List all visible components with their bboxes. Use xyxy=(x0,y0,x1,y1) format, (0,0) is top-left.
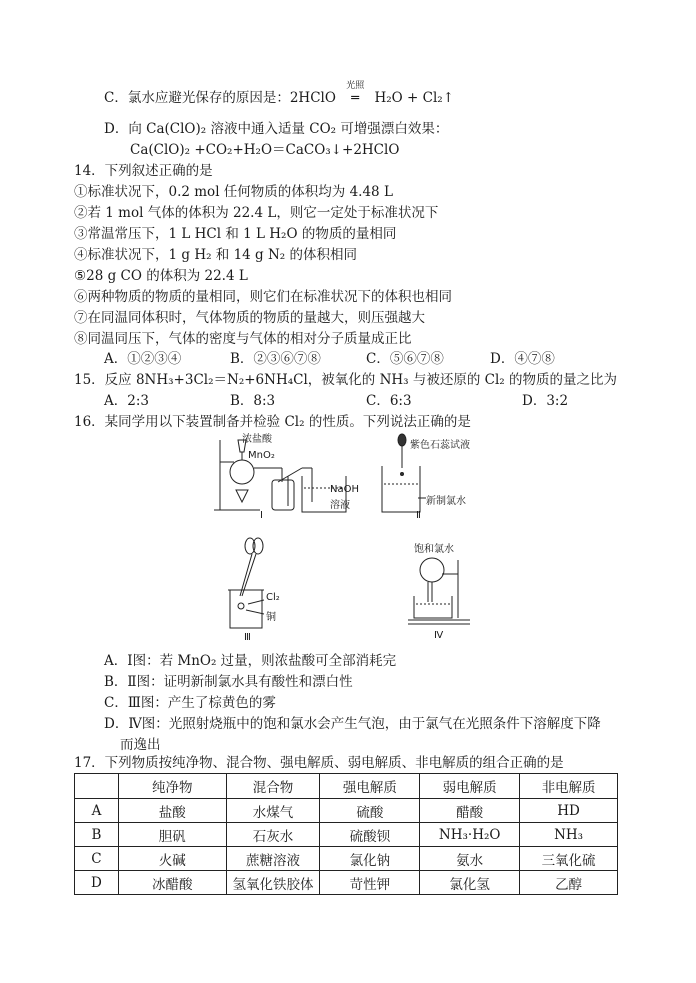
table-cell: 胆矾 xyxy=(118,823,226,847)
option-c-line xyxy=(104,81,455,109)
table-cell: 氢氧化铁胶体 xyxy=(226,871,320,895)
q14-option-c: C．⑤⑥⑦⑧ xyxy=(366,351,444,367)
q14-option-b: B．②③⑥⑦⑧ xyxy=(230,351,321,367)
option-d-line2: Ca(ClO)₂ +CO₂+H₂O＝CaCO₃↓+2HClO xyxy=(130,142,400,158)
option-d-line1: D．向 Ca(ClO)₂ 溶液中通入适量 CO₂ 可增强漂白效果： xyxy=(104,121,449,137)
q15-option-c: C．6:3 xyxy=(366,393,412,409)
table-cell: 水煤气 xyxy=(226,799,320,823)
table-cell: NH₃·H₂O xyxy=(420,823,520,847)
fig1-acid-label: 浓盐酸 xyxy=(242,434,272,445)
table-cell: 冰醋酸 xyxy=(118,871,226,895)
q15-option-b: B．8:3 xyxy=(230,393,276,409)
table-header-cell: 弱电解质 xyxy=(420,774,520,799)
table-row xyxy=(75,871,618,895)
q14-statement-6: ⑥两种物质的物质的量相同，则它们在标准状况下的体积也相同 xyxy=(74,289,452,305)
table-row xyxy=(75,799,618,823)
q14-statement-7: ⑦在同温同体积时，气体物质的物质的量越大，则压强越大 xyxy=(74,310,425,326)
q14-statement-5: ⑤28 g CO 的体积为 22.4 L xyxy=(74,268,248,284)
figure-4-drawing xyxy=(404,540,484,644)
figure-1-apparatus xyxy=(212,432,362,524)
fig2-litmus-label: 紫色石蕊试液 xyxy=(410,440,470,451)
q15-options xyxy=(104,391,624,411)
q15-option-a: A．2:3 xyxy=(104,393,149,409)
figure-3-apparatus xyxy=(218,536,298,646)
table-header-row xyxy=(75,774,618,799)
figure-3-drawing xyxy=(218,536,298,646)
table-cell: A xyxy=(75,799,119,823)
figure-4-apparatus xyxy=(404,540,484,644)
option-c-text: C．氯水应避光保存的原因是：2HClO xyxy=(104,90,336,106)
question-15: 15．反应 8NH₃+3Cl₂＝N₂+6NH₄Cl，被氧化的 NH₃ 与被还原的 Cl₂ 的物质的量之比为 xyxy=(74,372,618,388)
table-header-cell: 混合物 xyxy=(226,774,320,799)
table-cell: B xyxy=(75,823,119,847)
fig4-roman-label: Ⅳ xyxy=(434,630,444,641)
reaction-condition: 光照 xyxy=(346,81,365,91)
table-cell: 醋酸 xyxy=(420,799,520,823)
table-cell: NH₃ xyxy=(520,823,618,847)
q14-options xyxy=(104,349,624,369)
table-cell: 蔗糖溶液 xyxy=(226,847,320,871)
fig3-cl2-label: Cl₂ xyxy=(266,592,280,603)
table-header-cell: 非电解质 xyxy=(520,774,618,799)
q14-option-a: A．①②③④ xyxy=(104,351,182,367)
q17-table xyxy=(74,773,618,895)
q14-statement-4: ④标准状况下，1 g H₂ 和 14 g N₂ 的体积相同 xyxy=(74,247,357,263)
table-cell: 硫酸 xyxy=(320,799,420,823)
fig3-roman-label: Ⅲ xyxy=(244,632,251,643)
fig1-solution-label: 溶液 xyxy=(330,500,350,511)
fig1-naoh-label: NaOH xyxy=(330,484,359,495)
table-header-cell: 强电解质 xyxy=(320,774,420,799)
fig1-mno2-label: MnO₂ xyxy=(248,450,275,461)
table-cell: 三氧化硫 xyxy=(520,847,618,871)
table-cell: D xyxy=(75,871,119,895)
fig2-roman-label: Ⅱ xyxy=(416,510,421,521)
table-header-cell xyxy=(75,774,119,799)
fig2-chlorine-water-label: 新制氯水 xyxy=(426,496,466,507)
q15-option-d: D．3:2 xyxy=(522,393,569,409)
question-16: 16．某同学用以下装置制备并检验 Cl₂ 的性质。下列说法正确的是 xyxy=(74,414,471,430)
table-cell: 氯化氢 xyxy=(420,871,520,895)
table-cell: 火碱 xyxy=(118,847,226,871)
table-cell: HD xyxy=(520,799,618,823)
q14-option-d: D．④⑦⑧ xyxy=(490,351,555,367)
table-cell: C xyxy=(75,847,119,871)
table-cell: 乙醇 xyxy=(520,871,618,895)
option-c-product: H₂O + Cl₂↑ xyxy=(374,90,455,106)
figure-2-apparatus xyxy=(378,432,498,524)
q16-option-b: B．Ⅱ图：证明新制氯水具有酸性和漂白性 xyxy=(104,674,353,690)
table-header-cell: 纯净物 xyxy=(118,774,226,799)
q16-option-a: A．Ⅰ图：若 MnO₂ 过量，则浓盐酸可全部消耗完 xyxy=(104,653,397,669)
question-17: 17．下列物质按纯净物、混合物、强电解质、弱电解质、非电解质的组合正确的是 xyxy=(74,755,564,771)
fig1-roman-label: Ⅰ xyxy=(260,510,263,521)
q14-statement-2: ②若 1 mol 气体的体积为 22.4 L，则它一定处于标准状况下 xyxy=(74,205,439,221)
q14-statement-1: ①标准状况下，0.2 mol 任何物质的体积均为 4.48 L xyxy=(74,184,393,200)
table-cell: 盐酸 xyxy=(118,799,226,823)
fig3-copper-label: 铜 xyxy=(266,612,276,623)
q16-option-d-cont: 而逸出 xyxy=(120,737,161,753)
table-row xyxy=(75,823,618,847)
table-row xyxy=(75,847,618,871)
table-cell: 苛性钾 xyxy=(320,871,420,895)
reaction-arrow: 光照 ═ xyxy=(340,88,370,109)
q16-option-d: D．Ⅳ图：光照射烧瓶中的饱和氯水会产生气泡，由于氯气在光照条件下溶解度下降 xyxy=(104,716,601,732)
q16-option-c: C．Ⅲ图：产生了棕黄色的雾 xyxy=(104,695,276,711)
table-cell: 石灰水 xyxy=(226,823,320,847)
q14-statement-8: ⑧同温同压下，气体的密度与气体的相对分子质量成正比 xyxy=(74,331,412,347)
table-cell: 氨水 xyxy=(420,847,520,871)
table-cell: 硫酸钡 xyxy=(320,823,420,847)
fig4-saturated-label: 饱和氯水 xyxy=(414,544,454,555)
table-cell: 氯化钠 xyxy=(320,847,420,871)
q14-statement-3: ③常温常压下，1 L HCl 和 1 L H₂O 的物质的量相同 xyxy=(74,226,397,242)
question-14: 14．下列叙述正确的是 xyxy=(74,163,213,179)
